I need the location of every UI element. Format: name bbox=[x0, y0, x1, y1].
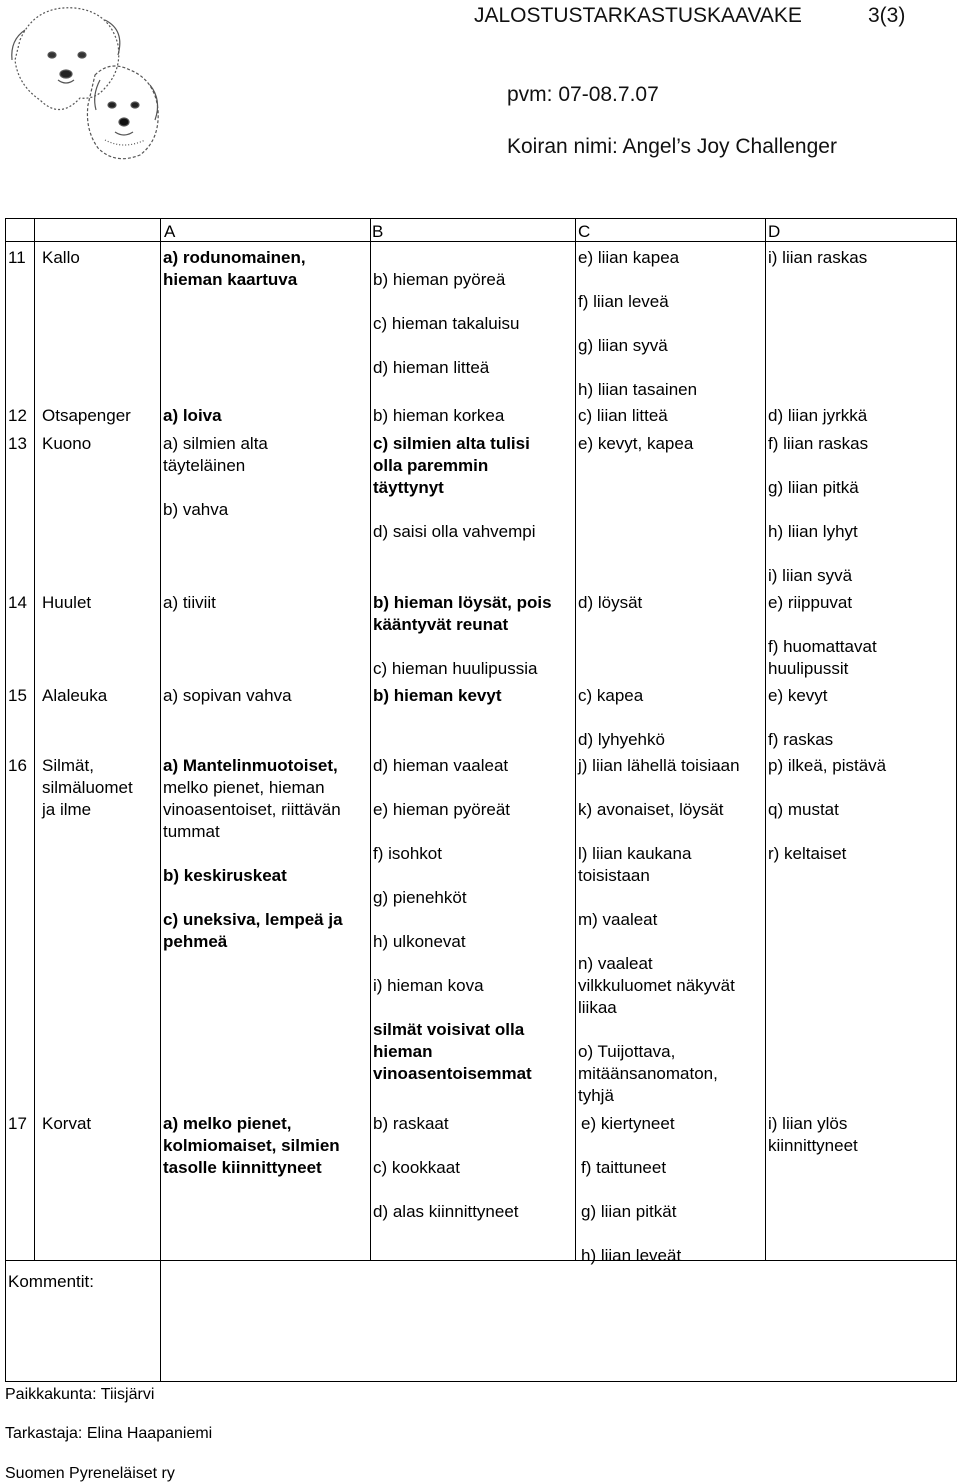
option-text: b) hieman korkea bbox=[373, 406, 505, 425]
option-text: b) keskiruskeat bbox=[163, 866, 287, 885]
option-text: b) raskaat bbox=[373, 1114, 449, 1133]
row-name: Silmät, bbox=[42, 756, 94, 775]
option-text: vinoasentoisemmat bbox=[373, 1064, 532, 1083]
option-text: toisistaan bbox=[578, 866, 650, 885]
row-name: ja ilme bbox=[42, 800, 92, 819]
option-text: i) liian raskas bbox=[768, 248, 868, 267]
option-text: e) kevyt bbox=[768, 686, 828, 705]
column-header-d: D bbox=[768, 222, 781, 241]
option-text: olla paremmin bbox=[373, 456, 489, 475]
row-number: 16 bbox=[8, 756, 27, 775]
option-text: i) liian ylös bbox=[768, 1114, 848, 1133]
option-text: e) kevyt, kapea bbox=[578, 434, 694, 453]
column-header-c: C bbox=[578, 222, 591, 241]
option-text: c) uneksiva, lempeä ja bbox=[163, 910, 343, 929]
option-text: a) tiiviit bbox=[163, 593, 216, 612]
option-text: h) liian tasainen bbox=[578, 380, 698, 399]
option-text: g) pienehköt bbox=[373, 888, 467, 907]
option-text: n) vaaleat bbox=[578, 954, 653, 973]
option-text: g) liian pitkät bbox=[581, 1202, 677, 1221]
option-text: hieman bbox=[373, 1042, 433, 1061]
row-number: 14 bbox=[8, 593, 27, 612]
option-text: e) liian kapea bbox=[578, 248, 680, 267]
option-text: vilkkuluomet näkyvät bbox=[578, 976, 735, 995]
page-number: 3(3) bbox=[868, 4, 906, 27]
option-text: h) ulkonevat bbox=[373, 932, 466, 951]
option-text: f) huomattavat bbox=[768, 637, 877, 656]
option-text: melko pienet, hieman bbox=[163, 778, 325, 797]
option-text: kiinnittyneet bbox=[768, 1136, 858, 1155]
option-text: j) liian lähellä toisiaan bbox=[578, 756, 740, 775]
row-number: 13 bbox=[8, 434, 27, 453]
option-text: c) kapea bbox=[578, 686, 644, 705]
row-number: 15 bbox=[8, 686, 27, 705]
option-text: a) sopivan vahva bbox=[163, 686, 292, 705]
option-text: a) silmien alta bbox=[163, 434, 268, 453]
option-text: hieman kaartuva bbox=[163, 270, 298, 289]
footer-inspector: Tarkastaja: Elina Haapaniemi bbox=[5, 1425, 213, 1442]
option-text: täyteläinen bbox=[163, 456, 246, 475]
option-text: vinoasentoiset, riittävän bbox=[163, 800, 341, 819]
option-text: a) melko pienet, bbox=[163, 1114, 292, 1133]
option-text: f) liian raskas bbox=[768, 434, 869, 453]
option-text: g) liian pitkä bbox=[768, 478, 859, 497]
option-text: m) vaaleat bbox=[578, 910, 658, 929]
option-text: g) liian syvä bbox=[578, 336, 668, 355]
option-text: c) hieman takaluisu bbox=[373, 314, 520, 333]
option-text: p) ilkeä, pistävä bbox=[768, 756, 887, 775]
option-text: d) hieman litteä bbox=[373, 358, 490, 377]
option-text: c) liian litteä bbox=[578, 406, 668, 425]
footer-place: Paikkakunta: Tiisjärvi bbox=[5, 1386, 155, 1403]
option-text: e) kiertyneet bbox=[581, 1114, 675, 1133]
dog-name: Koiran nimi: Angel’s Joy Challenger bbox=[507, 135, 837, 158]
row-name: silmäluomet bbox=[42, 778, 133, 797]
option-text: c) silmien alta tulisi bbox=[373, 434, 530, 453]
option-text: f) liian leveä bbox=[578, 292, 669, 311]
option-text: k) avonaiset, löysät bbox=[578, 800, 724, 819]
option-text: liikaa bbox=[578, 998, 617, 1017]
option-text: e) hieman pyöreät bbox=[373, 800, 511, 819]
option-text: b) hieman kevyt bbox=[373, 686, 502, 705]
option-text: e) riippuvat bbox=[768, 593, 853, 612]
row-name: Alaleuka bbox=[42, 686, 108, 705]
row-name: Kallo bbox=[42, 248, 80, 267]
option-text: a) loiva bbox=[163, 406, 222, 425]
option-text: pehmeä bbox=[163, 932, 228, 951]
option-text: d) saisi olla vahvempi bbox=[373, 522, 536, 541]
option-text: h) liian leveät bbox=[581, 1246, 682, 1265]
option-text: d) lyhyehkö bbox=[578, 730, 665, 749]
dog-logo-illustration bbox=[0, 0, 170, 165]
option-text: f) taittuneet bbox=[581, 1158, 667, 1177]
option-text: l) liian kaukana bbox=[578, 844, 692, 863]
option-text: i) liian syvä bbox=[768, 566, 853, 585]
row-number: 17 bbox=[8, 1114, 27, 1133]
option-text: kääntyvät reunat bbox=[373, 615, 509, 634]
row-name: Korvat bbox=[42, 1114, 92, 1133]
option-text: kolmiomaiset, silmien bbox=[163, 1136, 340, 1155]
option-text: i) hieman kova bbox=[373, 976, 484, 995]
option-text: b) hieman löysät, pois bbox=[373, 593, 552, 612]
option-text: h) liian lyhyt bbox=[768, 522, 858, 541]
row-name: Huulet bbox=[42, 593, 92, 612]
option-text: d) alas kiinnittyneet bbox=[373, 1202, 519, 1221]
option-text: c) kookkaat bbox=[373, 1158, 460, 1177]
option-text: q) mustat bbox=[768, 800, 839, 819]
column-header-b: B bbox=[372, 222, 384, 241]
option-text: silmät voisivat olla bbox=[373, 1020, 525, 1039]
option-text: d) hieman vaaleat bbox=[373, 756, 509, 775]
option-text: tyhjä bbox=[578, 1086, 614, 1105]
comments-label: Kommentit: bbox=[8, 1272, 94, 1291]
option-text: a) rodunomainen, bbox=[163, 248, 306, 267]
row-number: 11 bbox=[8, 248, 26, 267]
row-name: Kuono bbox=[42, 434, 92, 453]
option-text: mitäänsanomaton, bbox=[578, 1064, 718, 1083]
option-text: f) raskas bbox=[768, 730, 834, 749]
option-text: d) liian jyrkkä bbox=[768, 406, 868, 425]
option-text: o) Tuijottava, bbox=[578, 1042, 676, 1061]
option-text: täyttynyt bbox=[373, 478, 444, 497]
footer-organization: Suomen Pyreneläiset ry bbox=[5, 1465, 175, 1482]
option-text: a) Mantelinmuotoiset, bbox=[163, 756, 338, 775]
row-number: 12 bbox=[8, 406, 27, 425]
option-text: tummat bbox=[163, 822, 220, 841]
option-text: huulipussit bbox=[768, 659, 849, 678]
option-text: b) vahva bbox=[163, 500, 229, 519]
date: pvm: 07-08.7.07 bbox=[507, 83, 659, 106]
form-title: JALOSTUSTARKASTUSKAAVAKE bbox=[474, 4, 802, 27]
option-text: tasolle kiinnittyneet bbox=[163, 1158, 322, 1177]
option-text: f) isohkot bbox=[373, 844, 442, 863]
option-text: c) hieman huulipussia bbox=[373, 659, 538, 678]
column-header-a: A bbox=[164, 222, 176, 241]
option-text: d) löysät bbox=[578, 593, 643, 612]
row-name: Otsapenger bbox=[42, 406, 131, 425]
option-text: b) hieman pyöreä bbox=[373, 270, 506, 289]
option-text: r) keltaiset bbox=[768, 844, 847, 863]
